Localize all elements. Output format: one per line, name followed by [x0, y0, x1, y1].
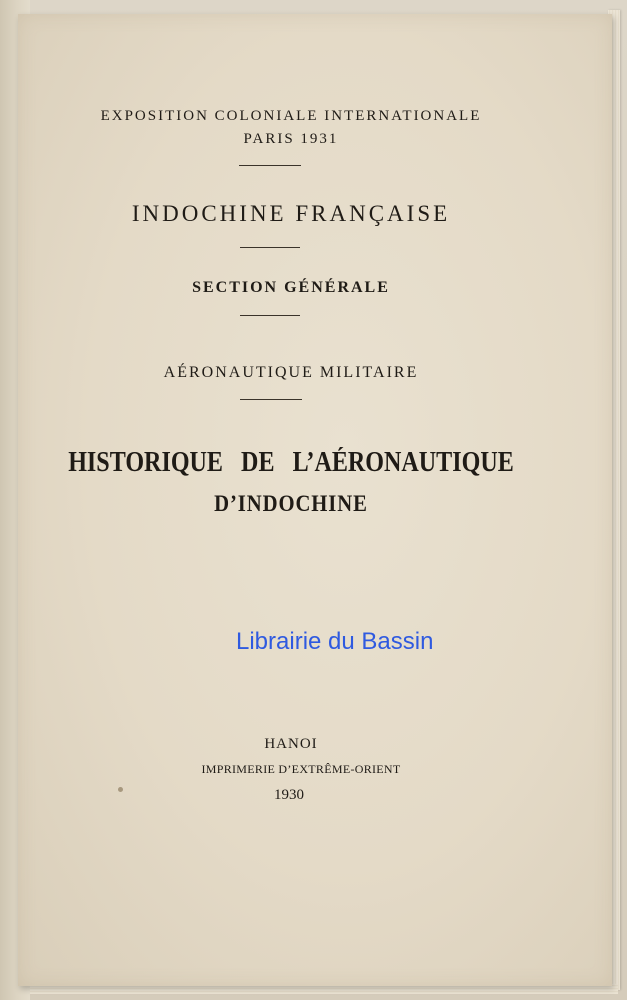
exposition-heading: EXPOSITION COLONIALE INTERNATIONALE	[100, 108, 482, 124]
imprint-printer: IMPRIMERIE D’EXTRÊME-ORIENT	[201, 762, 401, 776]
divider	[239, 165, 301, 166]
main-title-subline: D’INDOCHINE	[214, 491, 368, 516]
paris-date: PARIS 1931	[243, 131, 339, 147]
divider	[240, 399, 302, 400]
indochine-heading: INDOCHINE FRANÇAISE	[131, 201, 451, 226]
main-title: HISTORIQUE DE L’AÉRONAUTIQUE	[68, 447, 514, 478]
divider	[240, 315, 300, 316]
section-heading: SECTION GÉNÉRALE	[192, 279, 390, 296]
imprint-year: 1930	[274, 787, 304, 803]
divider	[240, 247, 300, 248]
imprint-city: HANOI	[264, 736, 318, 752]
title-page	[18, 14, 612, 986]
watermark-text: Librairie du Bassin	[236, 628, 434, 655]
aeronautique-heading: AÉRONAUTIQUE MILITAIRE	[163, 364, 419, 381]
